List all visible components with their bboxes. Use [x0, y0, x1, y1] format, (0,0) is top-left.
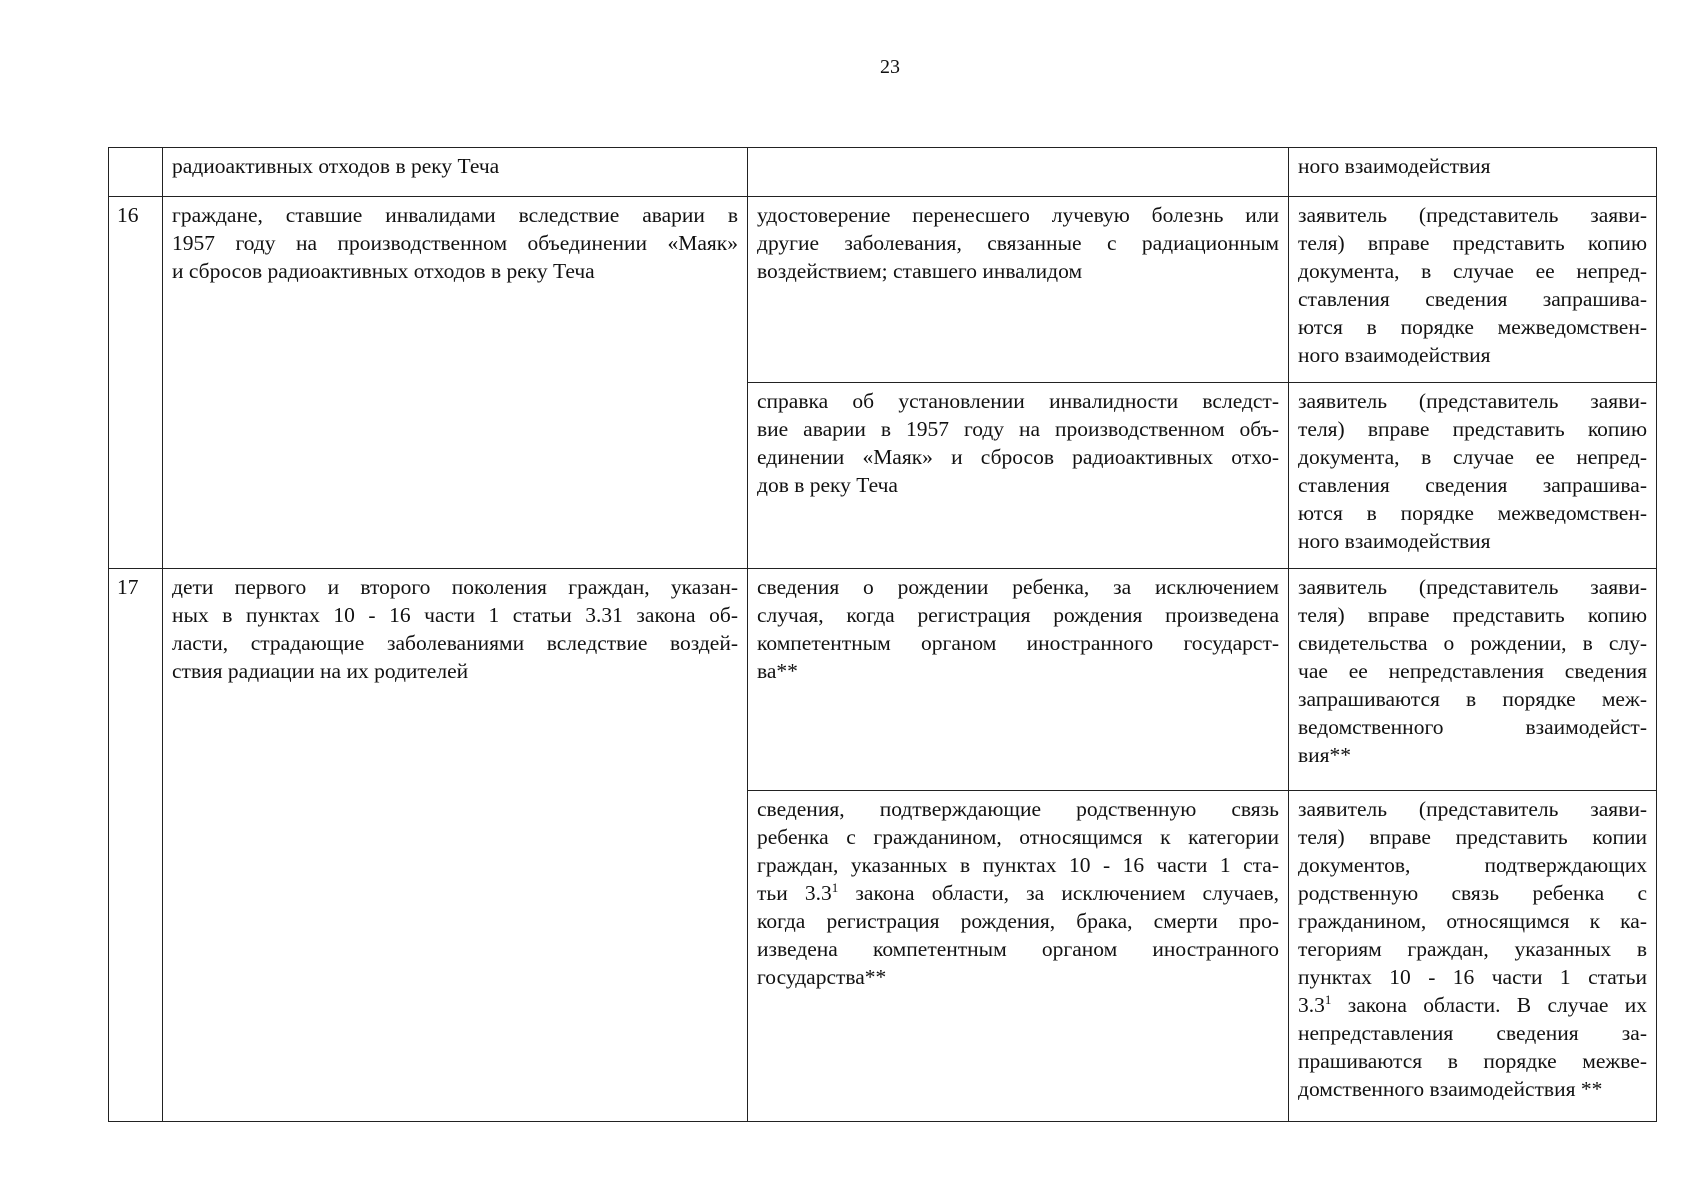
text-line: теля) вправе представить копию: [1298, 417, 1647, 441]
note-cell: [1289, 383, 1657, 569]
text-line: непредставления сведения за-: [1298, 1021, 1647, 1045]
text-line: ного взаимодействия: [1298, 343, 1491, 367]
documents-table: [108, 147, 1657, 1122]
text-line: ного взаимодействия: [1298, 529, 1491, 553]
text-line: свидетельства о рождении, в слу-: [1298, 631, 1647, 655]
table-row: [109, 148, 1657, 197]
text-line: родственную связь ребенка с: [1298, 881, 1647, 905]
text-line: сведения о рождении ребенка, за исключением: [757, 575, 1279, 599]
text-line: сведения, подтверждающие родственную связь: [757, 797, 1279, 821]
text-fragment: закона области, за исключением случаев,: [838, 881, 1279, 905]
note-cell: [1289, 197, 1657, 383]
text-line: вие аварии в 1957 году на производственном объ-: [757, 417, 1279, 441]
text-line: ва**: [757, 659, 798, 683]
text-line: ласти, страдающие заболеваниями вследствие воздей-: [172, 631, 738, 655]
text-line: [1298, 991, 1647, 1019]
table-row: [109, 197, 1657, 383]
text-line: радиоактивных отходов в реку Теча: [172, 154, 500, 178]
text-line: теля) вправе представить копию: [1298, 603, 1647, 627]
row-number-cell: [109, 569, 163, 1122]
note-cell: [1289, 791, 1657, 1122]
text-line: ются в порядке межведомствен-: [1298, 501, 1647, 525]
page-number: 23: [880, 56, 900, 78]
text-line: теля) вправе представить копию: [1298, 231, 1647, 255]
text-line: тегориям граждан, указанных в: [1298, 937, 1647, 961]
text-line: ных в пунктах 10 - 16 части 1 статьи 3.31 закона об-: [172, 603, 738, 627]
category-cell: [163, 148, 748, 197]
text-line: дов в реку Теча: [757, 473, 898, 497]
category-cell: [163, 197, 748, 569]
row-number: 17: [117, 575, 139, 599]
text-line: гражданином, относящимся к ка-: [1298, 909, 1647, 933]
row-number: 16: [117, 203, 139, 227]
text-line: чае ее непредставления сведения: [1298, 659, 1647, 683]
text-line: заявитель (представитель заяви-: [1298, 203, 1647, 227]
document-cell: [748, 791, 1289, 1122]
text-line: справка об установлении инвалидности вследст-: [757, 389, 1279, 413]
text-line: 1957 году на производственном объединении «Маяк»: [172, 231, 738, 255]
text-line: и сбросов радиоактивных отходов в реку Теча: [172, 259, 595, 283]
text-line: теля) вправе представить копии: [1298, 825, 1647, 849]
note-cell: [1289, 148, 1657, 197]
text-line: документа, в случае ее непред-: [1298, 259, 1647, 283]
text-line: прашиваются в порядке межве-: [1298, 1049, 1647, 1073]
text-line: удостоверение перенесшего лучевую болезнь или: [757, 203, 1279, 227]
text-fragment: тьи 3.3: [757, 881, 832, 905]
text-line: [757, 879, 1279, 907]
document-cell: [748, 148, 1289, 197]
text-line: граждан, указанных в пунктах 10 - 16 части 1 ста-: [757, 853, 1279, 877]
text-line: ются в порядке межведомствен-: [1298, 315, 1647, 339]
text-line: ведомственного взаимодейст-: [1298, 715, 1647, 739]
text-line: заявитель (представитель заяви-: [1298, 389, 1647, 413]
text-line: единении «Маяк» и сбросов радиоактивных отхо-: [757, 445, 1279, 469]
text-line: ставления сведения запрашива-: [1298, 287, 1647, 311]
text-line: вия**: [1298, 743, 1352, 767]
text-line: государства**: [757, 965, 887, 989]
row-number-cell: [109, 197, 163, 569]
text-line: ствия радиации на их родителей: [172, 659, 469, 683]
document-cell: [748, 569, 1289, 791]
text-line: документов, подтверждающих: [1298, 853, 1647, 877]
text-line: изведена компетентным органом иностранного: [757, 937, 1279, 961]
text-line: другие заболевания, связанные с радиационным: [757, 231, 1279, 255]
text-line: случая, когда регистрация рождения произведена: [757, 603, 1279, 627]
row-number-cell: [109, 148, 163, 197]
text-line: дети первого и второго поколения граждан, указан-: [172, 575, 738, 599]
superscript: 1: [831, 879, 839, 895]
superscript: 1: [1324, 991, 1332, 1007]
document-cell: [748, 197, 1289, 383]
text-line: ного взаимодействия: [1298, 154, 1491, 178]
text-line: компетентным органом иностранного государст-: [757, 631, 1279, 655]
text-line: воздействием; ставшего инвалидом: [757, 259, 1083, 283]
text-line: ребенка с гражданином, относящимся к категории: [757, 825, 1279, 849]
text-line: когда регистрация рождения, брака, смерти про-: [757, 909, 1279, 933]
text-line: документа, в случае ее непред-: [1298, 445, 1647, 469]
note-cell: [1289, 569, 1657, 791]
text-line: заявитель (представитель заяви-: [1298, 575, 1647, 599]
text-line: пунктах 10 - 16 части 1 статьи: [1298, 965, 1647, 989]
text-fragment: 3.3: [1298, 993, 1325, 1017]
text-line: запрашиваются в порядке меж-: [1298, 687, 1647, 711]
text-line: граждане, ставшие инвалидами вследствие аварии в: [172, 203, 738, 227]
text-line: заявитель (представитель заяви-: [1298, 797, 1647, 821]
category-cell: [163, 569, 748, 1122]
table-row: [109, 569, 1657, 791]
text-line: домственного взаимодействия **: [1298, 1077, 1603, 1101]
document-cell: [748, 383, 1289, 569]
text-fragment: закона области. В случае их: [1331, 993, 1647, 1017]
text-line: ставления сведения запрашива-: [1298, 473, 1647, 497]
